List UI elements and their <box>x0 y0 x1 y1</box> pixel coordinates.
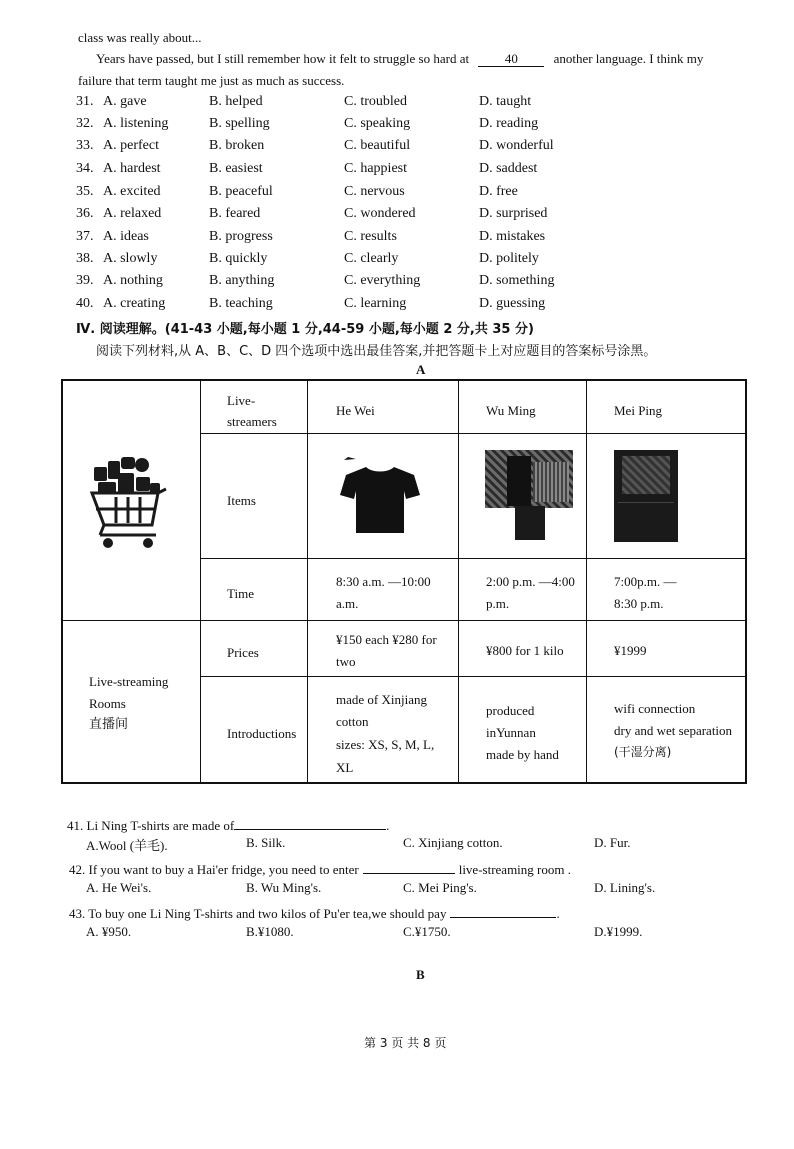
option-c: C. beautiful <box>344 138 411 153</box>
question-42 <box>69 858 571 878</box>
option-a: A. nothing <box>103 273 163 288</box>
q42-option-c: C. Mei Ping's. <box>403 880 477 895</box>
label-time: Time <box>227 586 254 601</box>
shopping-cart-icon <box>86 455 170 553</box>
label-prices: Prices <box>227 645 259 660</box>
question-number: 35. <box>76 184 94 199</box>
option-c: C. everything <box>344 273 421 288</box>
price-wu-ming: ¥800 for 1 kilo <box>486 643 564 658</box>
option-c: C. learning <box>344 296 407 311</box>
option-a: A. perfect <box>103 138 159 153</box>
intro-line-2-end: another language. I think my <box>553 51 704 66</box>
answer-blank <box>450 902 556 918</box>
option-a: A. creating <box>103 296 166 311</box>
option-c: C. troubled <box>344 94 407 109</box>
q43-option-d: D.¥1999. <box>594 924 643 939</box>
blank-40: 40 <box>478 51 544 67</box>
question-42-stem: 42. If you want to buy a Hai'er fridge, you need to enter <box>69 862 359 877</box>
q41-option-a: A.Wool (羊毛). <box>86 838 168 853</box>
section-instruction: 阅读下列材料,从 A、B、C、D 四个选项中选出最佳答案,并把答题卡上对应题目的答案标号涂黑。 <box>96 344 657 359</box>
time-wu-ming: 2:00 p.m. —4:00 p.m. <box>486 574 575 611</box>
question-42-end: live-streaming room . <box>458 862 571 877</box>
question-41-end: . <box>386 818 390 833</box>
tea-package-image <box>485 450 573 542</box>
option-b: B. teaching <box>209 296 273 311</box>
question-43-stem: 43. To buy one Li Ning T-shirts and two kilos of Pu'er tea,we should pay <box>69 906 447 921</box>
time-mei-ping: 7:00p.m. —8:30 p.m. <box>614 574 677 611</box>
option-b: B. easiest <box>209 161 263 176</box>
q41-option-d: D. Fur. <box>594 835 631 850</box>
answer-blank <box>363 858 455 874</box>
intro-he-wei-2: cotton <box>336 714 369 729</box>
option-d: D. free <box>479 184 518 199</box>
question-41 <box>67 814 389 834</box>
option-b: B. progress <box>209 229 273 244</box>
option-d: D. something <box>479 273 555 288</box>
q41-option-b: B. Silk. <box>246 835 286 850</box>
rooms-label-line2: Rooms <box>89 696 126 711</box>
question-43 <box>69 902 560 922</box>
header-live-streamers: Live-streamers <box>227 393 277 429</box>
option-a: A. slowly <box>103 251 158 266</box>
option-a: A. listening <box>103 116 169 131</box>
option-c: C. speaking <box>344 116 411 131</box>
option-b: B. quickly <box>209 251 268 266</box>
question-number: 33. <box>76 138 94 153</box>
intro-line-2 <box>96 51 703 67</box>
intro-mei-ping-1: wifi connection <box>614 701 696 716</box>
streamer-he-wei: He Wei <box>336 403 375 418</box>
section-heading: Ⅳ. 阅读理解。(41-43 小题,每小题 1 分,44-59 小题,每小题 2 分,共 35 分) <box>76 322 534 337</box>
option-d: D. surprised <box>479 206 548 221</box>
time-he-wei: 8:30 a.m. —10:00 a.m. <box>336 574 431 611</box>
intro-wu-ming-3: made by hand <box>486 747 559 762</box>
q43-option-b: B.¥1080. <box>246 924 294 939</box>
q42-option-d: D. Lining's. <box>594 880 656 895</box>
option-c: C. happiest <box>344 161 407 176</box>
option-d: D. guessing <box>479 296 546 311</box>
passage-b-label: B <box>416 967 425 982</box>
option-d: D. saddest <box>479 161 538 176</box>
q41-option-c: C. Xinjiang cotton. <box>403 835 503 850</box>
intro-mei-ping-3: (干湿分离) <box>614 745 672 759</box>
intro-wu-ming-1: produced <box>486 703 535 718</box>
option-d: D. reading <box>479 116 539 131</box>
label-items: Items <box>227 493 256 508</box>
passage-a-label: A <box>416 362 426 377</box>
option-a: A. gave <box>103 94 147 109</box>
intro-he-wei-3: sizes: XS, S, M, L, <box>336 737 435 752</box>
option-c: C. nervous <box>344 184 405 199</box>
question-41-stem: 41. Li Ning T-shirts are made of <box>67 818 235 833</box>
question-number: 31. <box>76 94 94 109</box>
streamer-mei-ping: Mei Ping <box>614 403 663 418</box>
fridge-image <box>614 450 678 542</box>
question-43-end: . <box>556 906 560 921</box>
question-number: 38. <box>76 251 94 266</box>
option-d: D. politely <box>479 251 539 266</box>
option-c: C. results <box>344 229 397 244</box>
option-b: B. anything <box>209 273 275 288</box>
option-b: B. spelling <box>209 116 270 131</box>
option-b: B. helped <box>209 94 263 109</box>
option-a: A. relaxed <box>103 206 162 221</box>
option-c: C. clearly <box>344 251 399 266</box>
intro-wu-ming-2: inYunnan <box>486 725 536 740</box>
question-number: 37. <box>76 229 94 244</box>
question-number: 32. <box>76 116 94 131</box>
rooms-label-line1: Live-streaming <box>89 674 169 689</box>
q42-option-b: B. Wu Ming's. <box>246 880 322 895</box>
intro-line-2-text: Years have passed, but I still remember how it felt to struggle so hard at <box>96 51 470 66</box>
q42-option-a: A. He Wei's. <box>86 880 152 895</box>
option-a: A. ideas <box>103 229 149 244</box>
option-a: A. excited <box>103 184 161 199</box>
answer-blank <box>234 814 386 830</box>
question-number: 36. <box>76 206 94 221</box>
price-he-wei: ¥150 each ¥280 for two <box>336 632 437 669</box>
q43-option-c: C.¥1750. <box>403 924 451 939</box>
question-number: 34. <box>76 161 94 176</box>
intro-he-wei-1: made of Xinjiang <box>336 692 427 707</box>
intro-line-3: failure that term taught me just as much as success. <box>78 73 345 88</box>
question-number: 39. <box>76 273 94 288</box>
tshirt-image <box>338 455 422 537</box>
option-b: B. peaceful <box>209 184 273 199</box>
option-c: C. wondered <box>344 206 416 221</box>
option-d: D. taught <box>479 94 532 109</box>
page-footer: 第 3 页 共 8 页 <box>364 1036 447 1050</box>
option-d: D. wonderful <box>479 138 554 153</box>
option-b: B. feared <box>209 206 261 221</box>
option-a: A. hardest <box>103 161 161 176</box>
rooms-label-line3: 直播间 <box>89 717 129 732</box>
price-mei-ping: ¥1999 <box>614 643 647 658</box>
question-number: 40. <box>76 296 94 311</box>
intro-he-wei-4: XL <box>336 760 354 775</box>
label-introductions: Introductions <box>227 726 297 741</box>
q43-option-a: A. ¥950. <box>86 924 132 939</box>
option-b: B. broken <box>209 138 265 153</box>
intro-mei-ping-2: dry and wet separation <box>614 723 733 738</box>
option-d: D. mistakes <box>479 229 546 244</box>
intro-line-1: class was really about... <box>78 30 202 45</box>
streamer-wu-ming: Wu Ming <box>486 403 536 418</box>
